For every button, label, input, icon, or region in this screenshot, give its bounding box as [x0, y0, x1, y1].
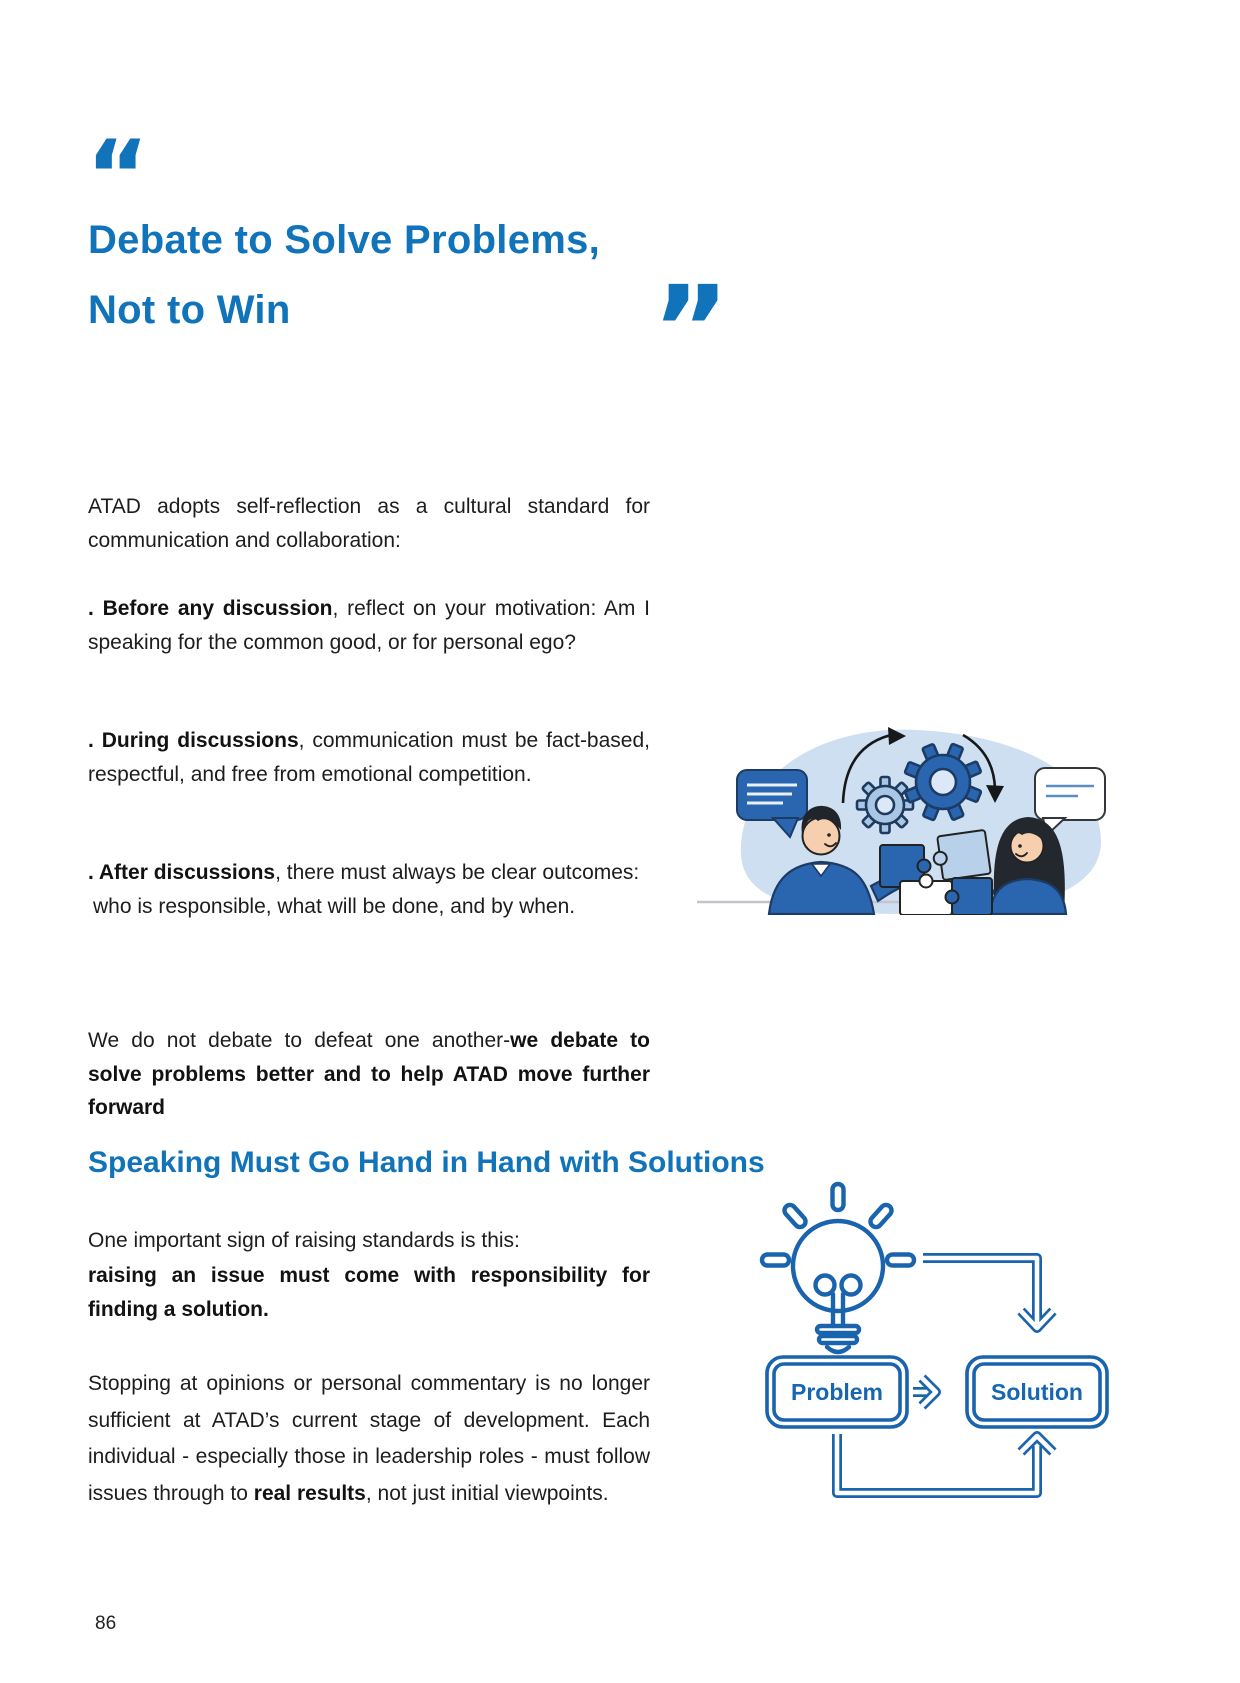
closing-tail: , not just initial viewpoints.: [365, 1481, 609, 1505]
lightbulb-icon: [762, 1184, 914, 1352]
problem-box: [767, 1357, 907, 1427]
bullet-after-discussions: [88, 856, 650, 923]
standards-bold: raising an issue must come with responsibility for finding a solution.: [88, 1263, 650, 1321]
solution-box: [967, 1357, 1107, 1427]
bullet-text: , reflect on your motivation: Am I speaking for the common good, or for personal ego?: [88, 597, 650, 654]
intro-paragraph: ATAD adopts self-reflection as a cultural standard for communication and collaboration:: [88, 495, 650, 552]
problem-solution-diagram: [755, 1180, 1125, 1510]
closing-bold: real results: [253, 1481, 366, 1505]
closing-paragraph: [88, 1366, 650, 1512]
page-title-line-2: Not to Win: [88, 288, 291, 332]
bullet-text-continued: who is responsible, what will be done, and by when.: [93, 894, 576, 918]
closing-normal: Stopping at opinions or personal commentary is no longer sufficient at ATAD’s current stage of development. Each individual - especially those in leadership roles - must follow issues through to: [88, 1372, 650, 1505]
arrow-bottom-loop-icon: [837, 1434, 1053, 1493]
standards-normal: One important sign of raising standards is this:: [88, 1229, 520, 1252]
conclusion-normal: We do not debate to defeat one another-: [88, 1029, 511, 1052]
gear-small-icon: [857, 777, 913, 833]
page-number: 86: [95, 1613, 117, 1634]
teamwork-illustration: [695, 685, 1110, 915]
conclusion-bold: we debate to solve problems better and to help ATAD move further forward: [88, 1029, 650, 1119]
page-title-line-1: Debate to Solve Problems,: [88, 218, 601, 262]
bullet-text: , there must always be clear outcomes:: [275, 861, 640, 884]
standards-paragraph: [88, 1224, 650, 1328]
bullet-lead: . After discussions: [88, 861, 276, 884]
close-quote-icon: ”: [652, 260, 730, 398]
section-subheading: Speaking Must Go Hand in Hand with Solutions: [88, 1146, 765, 1179]
open-quote-icon: “: [86, 120, 150, 232]
conclusion-paragraph: [88, 1024, 650, 1125]
problem-label: Problem: [790, 1379, 884, 1405]
bullet-text: , communication must be fact-based, respectful, and free from emotional competition.: [88, 729, 650, 786]
arrow-top-connector-icon: [923, 1258, 1053, 1328]
solution-label: Solution: [991, 1379, 1083, 1405]
arrow-right-icon: [913, 1378, 936, 1406]
bullet-before-discussion: [88, 592, 650, 659]
bullet-lead: . Before any discussion: [88, 597, 333, 620]
bullet-lead: . During discussions: [88, 729, 299, 752]
bullet-during-discussions: [88, 724, 650, 791]
